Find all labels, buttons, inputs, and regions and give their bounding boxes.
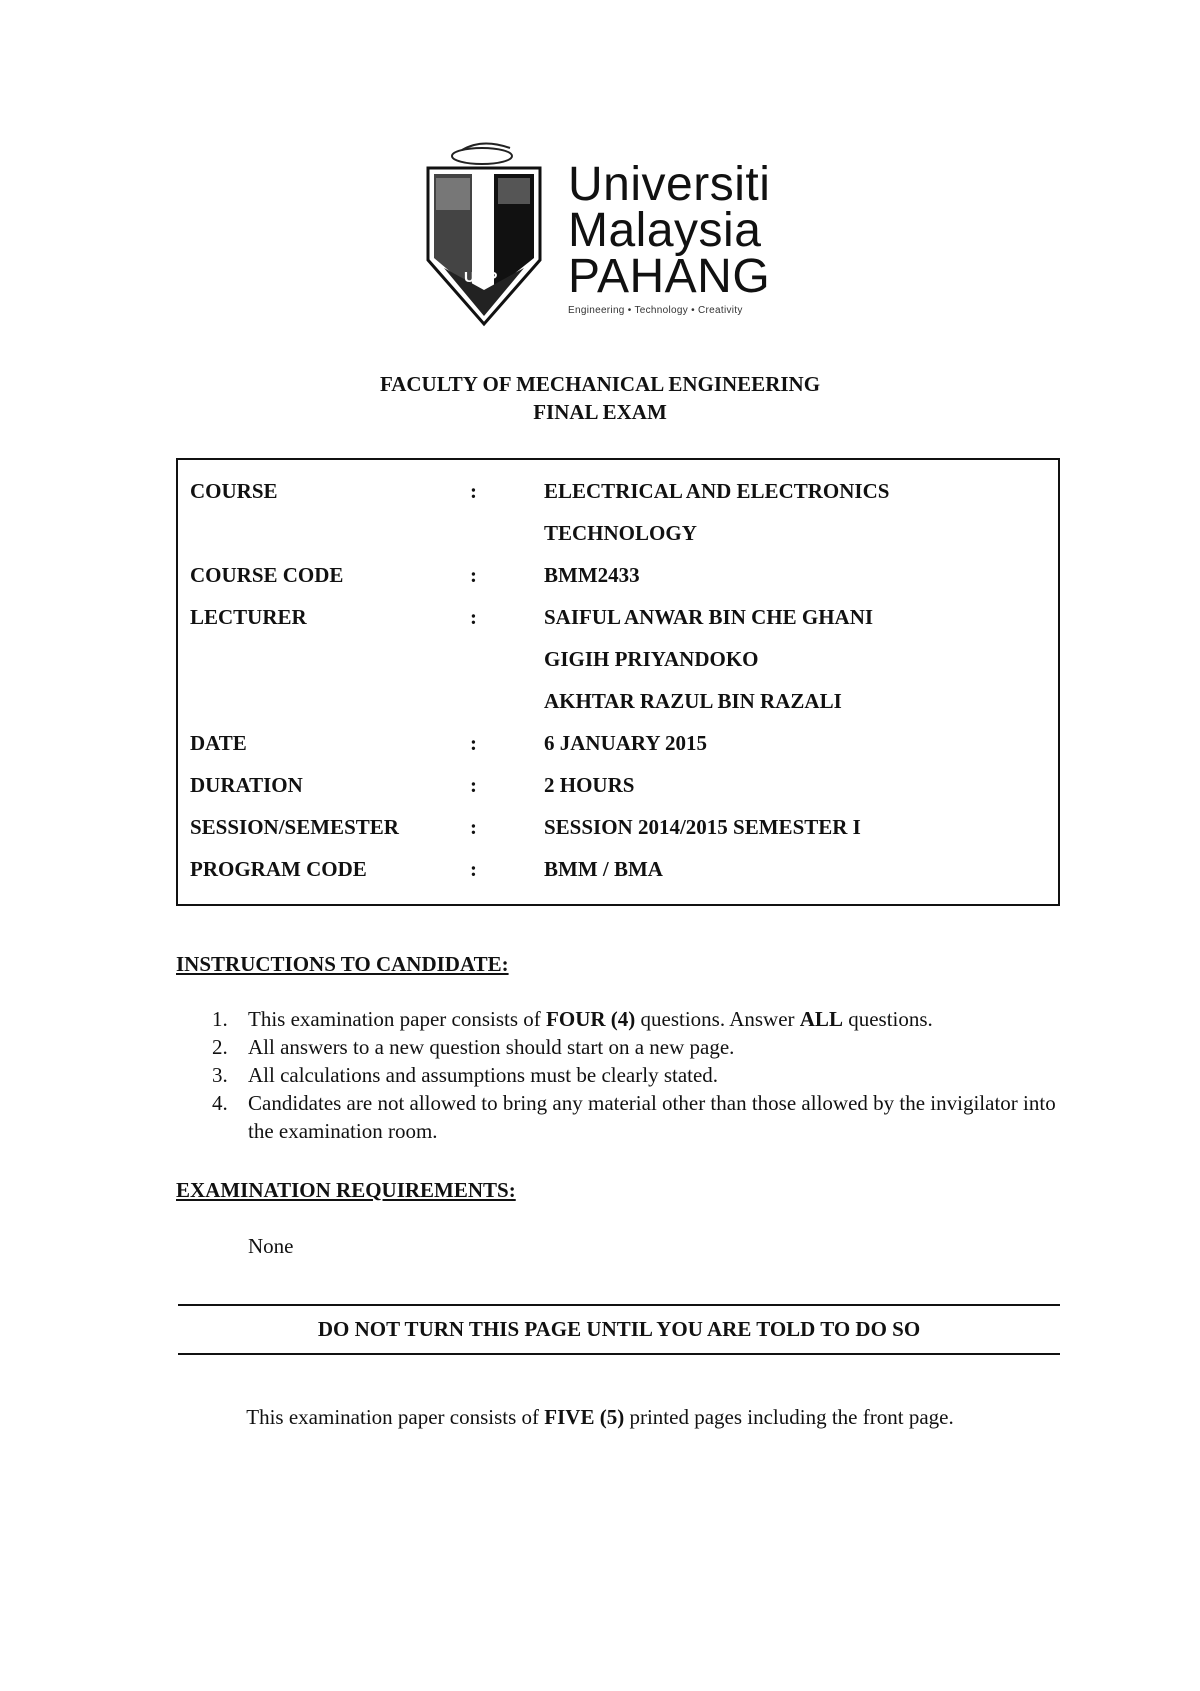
info-value: 6 JANUARY 2015: [544, 731, 707, 755]
instruction-emphasis: FOUR (4): [546, 1007, 636, 1031]
faculty-heading: FACULTY OF MECHANICAL ENGINEERING: [379, 372, 821, 396]
info-value: SESSION 2014/2015 SEMESTER I: [544, 815, 861, 839]
warning-banner: DO NOT TURN THIS PAGE UNTIL YOU ARE TOLD TO DO SO: [317, 1317, 921, 1341]
info-label: COURSE CODE: [190, 563, 344, 587]
info-row: [178, 764, 1058, 806]
info-label: DURATION: [190, 773, 303, 797]
info-label: COURSE: [190, 479, 278, 503]
footer-emphasis: FIVE (5): [544, 1405, 625, 1429]
info-row: [178, 848, 1058, 890]
instruction-text: All calculations and assumptions must be clearly stated.: [248, 1063, 719, 1087]
info-value: SAIFUL ANWAR BIN CHE GHANI: [544, 605, 874, 629]
info-label: SESSION/SEMESTER: [190, 815, 399, 839]
instruction-text: All answers to a new question should start on a new page.: [248, 1035, 735, 1059]
divider-top: [178, 1304, 1060, 1306]
info-label: PROGRAM CODE: [190, 857, 367, 881]
info-row: [178, 722, 1058, 764]
info-row: [178, 596, 1058, 638]
info-colon: :: [470, 605, 477, 629]
ump-badge: UMP: [464, 269, 498, 286]
info-colon: :: [470, 773, 477, 797]
divider-bottom: [178, 1353, 1060, 1355]
info-value: AKHTAR RAZUL BIN RAZALI: [544, 689, 842, 713]
instruction-number: 2.: [212, 1035, 228, 1059]
info-row: [178, 470, 1058, 512]
logo-line-1: Universiti: [568, 158, 771, 211]
logo-tagline: Engineering • Technology • Creativity: [568, 305, 743, 316]
logo-wordmark: [568, 158, 771, 318]
instruction-text: This examination paper consists of: [248, 1007, 547, 1031]
instruction-number: 3.: [212, 1063, 228, 1087]
info-colon: :: [470, 815, 477, 839]
info-row: [178, 554, 1058, 596]
exam-type-heading: FINAL EXAM: [533, 400, 667, 424]
footer-text: printed pages including the front page.: [624, 1405, 954, 1429]
instruction-item: [212, 1061, 1062, 1089]
info-row: [178, 638, 1058, 680]
university-logo: [422, 140, 812, 340]
info-value: BMM2433: [544, 563, 640, 587]
logo-line-2: Malaysia: [568, 204, 762, 257]
instruction-number: 1.: [212, 1007, 228, 1031]
instruction-text: questions.: [842, 1007, 933, 1031]
info-row: [178, 512, 1058, 554]
instructions-title: INSTRUCTIONS TO CANDIDATE:: [176, 952, 509, 976]
info-colon: :: [470, 563, 477, 587]
instruction-emphasis: ALL: [799, 1007, 843, 1031]
instruction-item: [212, 1089, 1062, 1145]
instruction-number: 4.: [212, 1091, 228, 1115]
info-label: LECTURER: [190, 605, 307, 629]
instruction-item: [212, 1033, 1062, 1061]
instructions-list: [212, 1005, 1062, 1145]
footer-text: This examination paper consists of: [246, 1405, 545, 1429]
university-crest-icon: [422, 140, 552, 330]
requirements-text: None: [248, 1234, 294, 1258]
page-count-note: [0, 1403, 1200, 1431]
logo-line-3: PAHANG: [568, 250, 771, 303]
info-label: DATE: [190, 731, 247, 755]
info-value: ELECTRICAL AND ELECTRONICS: [544, 479, 890, 503]
instruction-text: questions. Answer: [635, 1007, 800, 1031]
instruction-item: [212, 1005, 1062, 1033]
info-value: BMM / BMA: [544, 857, 663, 881]
info-value: 2 HOURS: [544, 773, 635, 797]
info-colon: :: [470, 731, 477, 755]
info-row: [178, 680, 1058, 722]
requirements-title: EXAMINATION REQUIREMENTS:: [176, 1178, 516, 1202]
info-row: [178, 806, 1058, 848]
info-value: TECHNOLOGY: [544, 521, 697, 545]
course-info-table: [176, 458, 1060, 906]
info-colon: :: [470, 479, 477, 503]
instruction-text: Candidates are not allowed to bring any material other than those allowed by the invigilator into the examination room.: [248, 1091, 1056, 1143]
info-colon: :: [470, 857, 477, 881]
info-value: GIGIH PRIYANDOKO: [544, 647, 759, 671]
